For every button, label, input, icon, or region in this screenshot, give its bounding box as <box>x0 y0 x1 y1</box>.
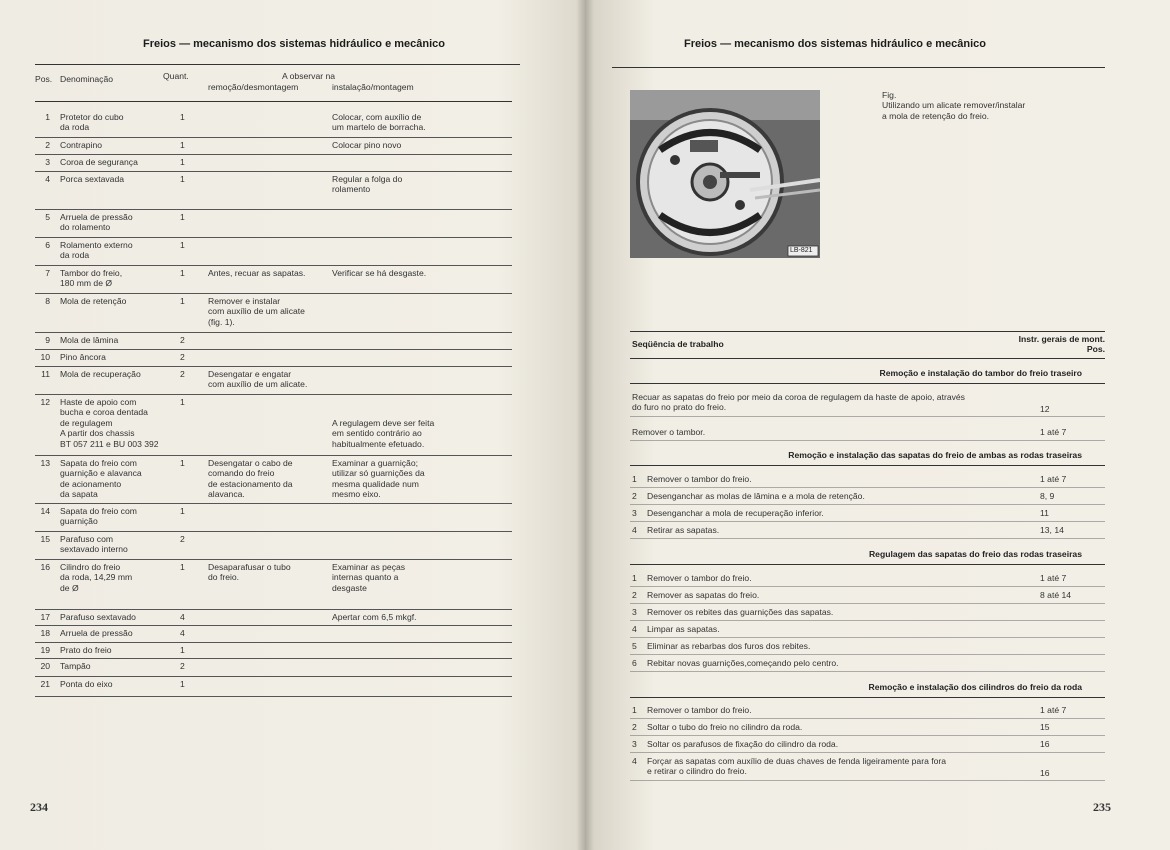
row-quantity: 2 <box>180 661 185 671</box>
col-qty-header: Quant. <box>163 71 189 81</box>
step-instr-pos: 1 até 7 <box>1040 705 1067 715</box>
step-instr-pos: 1 até 7 <box>1040 474 1067 484</box>
row-pos: 16 <box>40 562 50 572</box>
step-number: 1 <box>632 705 637 715</box>
row-pos: 13 <box>40 458 50 468</box>
row-install-note: Examinar as peças internas quanto a desgaste <box>332 562 406 593</box>
row-denomination: Parafuso sextavado <box>60 612 136 622</box>
left-page-header: Freios — mecanismo dos sistemas hidráulico e mecânico <box>143 38 446 50</box>
row-denomination: Tambor do freio, 180 mm de Ø <box>60 268 123 289</box>
row-denomination: Mola de recuperação <box>60 369 141 379</box>
table-row-divider <box>35 171 512 172</box>
col-observe-header: A observar na <box>282 71 336 81</box>
row-install-note: Colocar pino novo <box>332 140 402 150</box>
row-denomination: Porca sextavada <box>60 174 125 184</box>
table-row-divider <box>35 137 512 138</box>
row-pos: 1 <box>45 112 50 122</box>
step-instr-pos: 16 <box>1040 768 1050 779</box>
step-text: Soltar o tubo do freio no cilindro da roda. <box>647 722 803 732</box>
row-pos: 3 <box>45 157 50 167</box>
row-quantity: 1 <box>180 645 185 655</box>
step-text: Desenganchar a mola de recuperação inferior. <box>647 508 824 518</box>
step-instr-pos: 1 até 7 <box>1040 427 1067 437</box>
row-pos: 20 <box>40 661 50 671</box>
row-quantity: 1 <box>180 174 185 184</box>
step-text: Remover os rebites das guarnições das sapatas. <box>647 607 834 617</box>
table-row-divider <box>35 293 512 294</box>
step-divider <box>630 440 1105 441</box>
right-page-header: Freios — mecanismo dos sistemas hidráulico e mecânico <box>684 38 987 50</box>
row-denomination: Arruela de pressão <box>60 628 133 638</box>
step-text: Rebitar novas guarnições,começando pelo centro. <box>647 658 839 668</box>
photo-label: LB-821 <box>790 247 813 254</box>
row-removal-note: Desengatar e engatar com auxílio de um alicate. <box>208 369 308 390</box>
instr-label: Instr. gerais de mont. Pos. <box>1018 334 1105 354</box>
row-pos: 15 <box>40 534 50 544</box>
row-denomination: Haste de apoio com bucha e coroa dentada de regulagem A partir dos chassis BT 057 211 e BU 003 392 <box>60 397 159 449</box>
step-text: Forçar as sapatas com auxílio de duas chaves de fenda ligeiramente para fora e retirar o cilindro do freio. <box>647 756 947 777</box>
row-quantity: 1 <box>180 397 185 407</box>
step-divider <box>630 637 1105 638</box>
step-number: 3 <box>632 739 637 749</box>
row-removal-note: Desaparafusar o tubo do freio. <box>208 562 291 583</box>
step-number: 4 <box>632 525 637 535</box>
col-pos-header: Pos. <box>35 74 53 84</box>
row-denomination: Cilindro do freio da roda, 14,29 mm de Ø <box>60 562 133 593</box>
row-install-note: Examinar a guarnição; utilizar só guarnições da mesma qualidade num mesmo eixo. <box>332 458 425 500</box>
row-denomination: Rolamento externo da roda <box>60 240 133 261</box>
row-quantity: 1 <box>180 140 185 150</box>
row-install-note: A regulagem deve ser feita em sentido contrário ao habitualmente efetuado. <box>332 417 435 449</box>
step-text: Remover as sapatas do freio. <box>647 590 760 600</box>
step-number: 3 <box>632 607 637 617</box>
step-divider <box>630 671 1105 672</box>
step-divider <box>630 620 1105 621</box>
row-denomination: Mola de retenção <box>60 296 127 306</box>
header-rule <box>612 67 1105 68</box>
row-pos: 18 <box>40 628 50 638</box>
step-divider <box>630 718 1105 719</box>
row-quantity: 1 <box>180 157 185 167</box>
table-row-divider <box>35 642 512 643</box>
step-divider <box>630 504 1105 505</box>
row-quantity: 1 <box>180 506 185 516</box>
sequence-header-rule <box>630 358 1105 359</box>
right-page-number: 235 <box>1093 800 1111 814</box>
row-removal-note: Desengatar o cabo de comando do freio de estacionamento da alavanca. <box>208 458 293 500</box>
row-quantity: 1 <box>180 112 185 122</box>
step-instr-pos: 13, 14 <box>1040 525 1064 535</box>
table-row-divider <box>35 209 512 210</box>
row-denomination: Mola de lâmina <box>60 335 119 345</box>
row-pos: 8 <box>45 296 50 306</box>
row-denomination: Contrapino <box>60 140 103 150</box>
table-header-rule <box>35 101 512 102</box>
row-denomination: Pino âncora <box>60 352 106 362</box>
table-row-divider <box>35 696 512 697</box>
step-divider <box>630 735 1105 736</box>
step-divider <box>630 603 1105 604</box>
row-quantity: 2 <box>180 352 185 362</box>
row-quantity: 2 <box>180 335 185 345</box>
row-pos: 17 <box>40 612 50 622</box>
row-pos: 4 <box>45 174 50 184</box>
table-row-divider <box>35 531 512 532</box>
row-denomination: Sapata do freio com guarnição <box>60 506 137 527</box>
row-quantity: 1 <box>180 562 185 572</box>
step-instr-pos: 11 <box>1040 508 1049 518</box>
table-row-divider <box>35 349 512 350</box>
table-row-divider <box>35 394 512 395</box>
step-instr-pos: 12 <box>1040 404 1050 415</box>
section-rule <box>630 383 1105 384</box>
step-text: Remover o tambor do freio. <box>647 573 752 583</box>
step-text: Remover o tambor. <box>632 427 706 437</box>
row-pos: 14 <box>40 506 50 516</box>
row-quantity: 1 <box>180 458 185 468</box>
step-number: 3 <box>632 508 637 518</box>
row-pos: 10 <box>40 352 50 362</box>
row-quantity: 1 <box>180 212 185 222</box>
table-row-divider <box>35 237 512 238</box>
step-number: 6 <box>632 658 637 668</box>
row-denomination: Protetor do cubo da roda <box>60 112 124 133</box>
table-row-divider <box>35 265 512 266</box>
step-divider <box>630 487 1105 488</box>
step-number: 2 <box>632 722 637 732</box>
step-number: 1 <box>632 573 637 583</box>
row-install-note: Verificar se há desgaste. <box>332 268 427 278</box>
row-denomination: Sapata do freio com guarnição e alavanca de acionamento da sapata <box>60 458 142 500</box>
step-instr-pos: 16 <box>1040 739 1050 749</box>
row-denomination: Coroa de segurança <box>60 157 138 167</box>
table-row-divider <box>35 625 512 626</box>
section-rule <box>630 564 1105 565</box>
section-title: Remoção e instalação dos cilindros do freio da roda <box>868 682 1082 692</box>
step-number: 4 <box>632 756 637 766</box>
step-divider <box>630 780 1105 781</box>
section-rule <box>630 465 1105 466</box>
header-rule <box>35 64 520 65</box>
table-row-divider <box>35 658 512 659</box>
table-row-divider <box>35 455 512 456</box>
table-row-divider <box>35 366 512 367</box>
row-removal-note: Remover e instalar com auxílio de um alicate (fig. 1). <box>208 296 305 327</box>
col-name-header: Denominação <box>60 74 114 84</box>
step-instr-pos: 8 até 14 <box>1040 590 1072 600</box>
figure-caption: Fig. Utilizando um alicate remover/instalar a mola de retenção do freio. <box>882 90 1026 121</box>
table-row-divider <box>35 154 512 155</box>
left-page-number: 234 <box>30 800 48 814</box>
step-instr-pos: 15 <box>1040 722 1050 732</box>
step-text: Eliminar as rebarbas dos furos dos rebites. <box>647 641 811 651</box>
row-quantity: 1 <box>180 296 185 306</box>
sequence-label: Seqüência de trabalho <box>632 339 724 349</box>
step-divider <box>630 654 1105 655</box>
row-pos: 7 <box>45 268 50 278</box>
row-denomination: Tampão <box>60 661 91 671</box>
row-pos: 11 <box>41 369 50 379</box>
row-install-note: Apertar com 6,5 mkgf. <box>332 612 417 622</box>
step-text: Remover o tambor do freio. <box>647 474 752 484</box>
row-denomination: Parafuso com sextavado interno <box>60 534 128 555</box>
row-install-note: Regular a folga do rolamento <box>332 174 403 195</box>
table-row-divider <box>35 676 512 677</box>
row-pos: 9 <box>45 335 50 345</box>
col-removal-header: remoção/desmontagem <box>208 82 299 92</box>
row-pos: 12 <box>40 397 50 407</box>
table-row-divider <box>35 609 512 610</box>
step-divider <box>630 752 1105 753</box>
step-number: 2 <box>632 590 637 600</box>
step-number: 2 <box>632 491 637 501</box>
row-pos: 19 <box>40 645 50 655</box>
step-text: Soltar os parafusos de fixação do cilindro da roda. <box>647 739 839 749</box>
brake-assembly-photo <box>630 90 820 258</box>
step-divider <box>630 416 1105 417</box>
section-title: Remoção e instalação do tambor do freio traseiro <box>879 368 1082 378</box>
step-instr-pos: 8, 9 <box>1040 491 1055 501</box>
row-denomination: Arruela de pressão do rolamento <box>60 212 133 233</box>
step-divider <box>630 521 1105 522</box>
row-pos: 21 <box>40 679 50 689</box>
step-number: 4 <box>632 624 637 634</box>
table-row-divider <box>35 332 512 333</box>
step-number: 5 <box>632 641 637 651</box>
row-quantity: 2 <box>180 534 185 544</box>
row-pos: 2 <box>45 140 50 150</box>
step-text: Desenganchar as molas de lâmina e a mola de retenção. <box>647 491 865 501</box>
row-pos: 5 <box>45 212 50 222</box>
row-pos: 6 <box>45 240 50 250</box>
step-text: Retirar as sapatas. <box>647 525 720 535</box>
sequence-top-rule <box>630 331 1105 332</box>
step-text: Recuar as sapatas do freio por meio da coroa de regulagem da haste de apoio, através do furo no prato do freio. <box>632 392 965 413</box>
row-quantity: 4 <box>180 628 185 638</box>
section-title: Regulagem das sapatas do freio das rodas traseiras <box>868 549 1082 559</box>
row-install-note: Colocar, com auxílio de um martelo de borracha. <box>332 112 426 133</box>
section-title: Remoção e instalação das sapatas do freio de ambas as rodas traseiras <box>788 450 1082 460</box>
step-number: 1 <box>632 474 637 484</box>
row-quantity: 1 <box>180 240 185 250</box>
brake-drum-illustration <box>630 90 820 258</box>
col-install-header: instalação/montagem <box>332 82 414 92</box>
step-text: Remover o tambor do freio. <box>647 705 752 715</box>
row-denomination: Prato do freio <box>60 645 112 655</box>
row-denomination: Ponta do eixo <box>60 679 113 689</box>
step-divider <box>630 538 1105 539</box>
step-text: Limpar as sapatas. <box>647 624 720 634</box>
step-divider <box>630 586 1105 587</box>
book-gutter <box>576 0 594 850</box>
row-quantity: 4 <box>180 612 185 622</box>
row-quantity: 1 <box>180 268 185 278</box>
table-row-divider <box>35 503 512 504</box>
row-quantity: 2 <box>180 369 185 379</box>
step-instr-pos: 1 até 7 <box>1040 573 1067 583</box>
row-quantity: 1 <box>180 679 185 689</box>
table-row-divider <box>35 559 512 560</box>
section-rule <box>630 697 1105 698</box>
row-removal-note: Antes, recuar as sapatas. <box>208 268 306 278</box>
